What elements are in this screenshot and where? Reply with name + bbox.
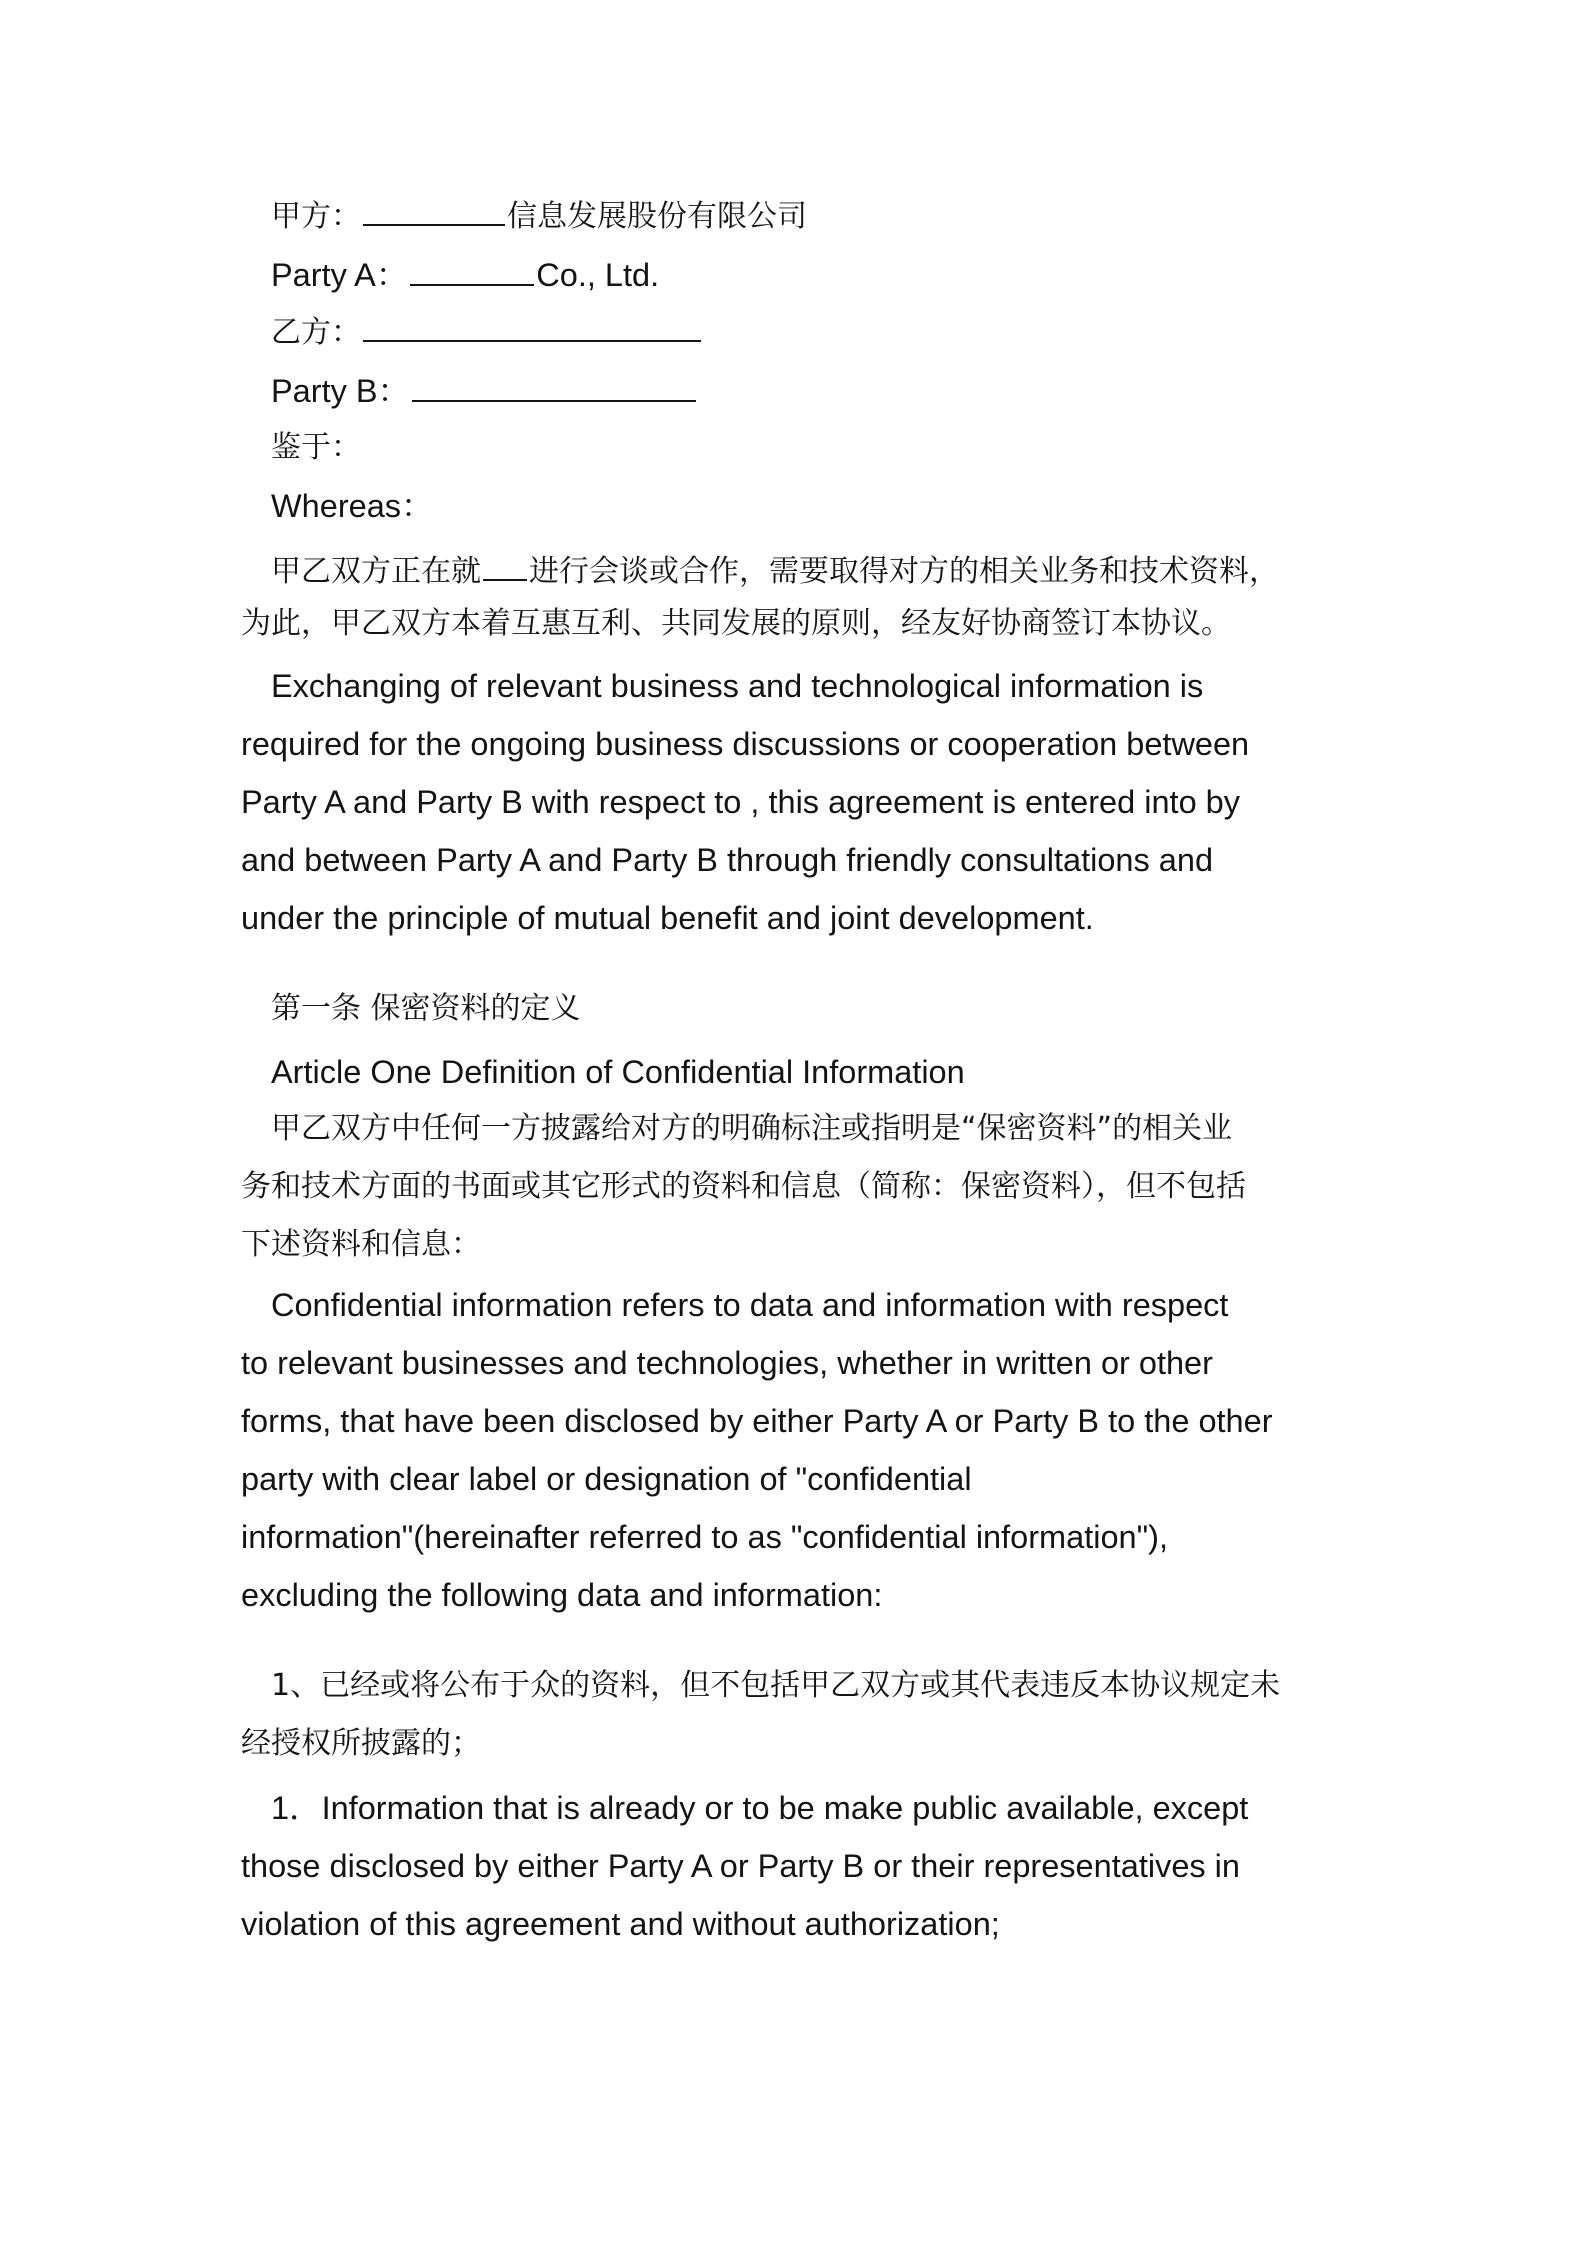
party-a-en-blank bbox=[410, 258, 534, 286]
article-one-body-en-line-2: to relevant businesses and technologies, whether in written or other bbox=[241, 1345, 1213, 1381]
preamble-en-line-2: required for the ongoing business discussions or cooperation between bbox=[241, 726, 1250, 762]
article-one-body-en-line-3: forms, that have been disclosed by either Party A or Party B to the other bbox=[241, 1403, 1273, 1439]
party-b-zh-line bbox=[271, 313, 703, 353]
article-one-body-en-line-6: excluding the following data and information: bbox=[241, 1577, 883, 1613]
party-b-zh-blank bbox=[363, 314, 701, 342]
item-1-zh-line-1: 1、已经或将公布于众的资料，但不包括甲乙双方或其代表违反本协议规定未 bbox=[271, 1668, 1281, 1703]
preamble-zh-line-1-after: 进行会谈或合作，需要取得对方的相关业务和技术资料， bbox=[529, 554, 1279, 589]
item-1-en-line-2: those disclosed by either Party A or Party B or their representatives in bbox=[241, 1848, 1240, 1884]
article-one-title-en: Article One Definition of Confidential Information bbox=[271, 1054, 965, 1090]
article-one-body-en-line-1: Confidential information refers to data and information with respect bbox=[271, 1287, 1229, 1323]
party-b-en-blank bbox=[412, 374, 696, 402]
preamble-en-line-3: Party A and Party B with respect to , this agreement is entered into by bbox=[241, 784, 1240, 820]
party-b-en-line bbox=[271, 371, 698, 411]
article-one-title-zh: 第一条 保密资料的定义 bbox=[271, 991, 581, 1026]
article-one-body-zh-line-2: 务和技术方面的书面或其它形式的资料和信息（简称：保密资料），但不包括 bbox=[241, 1169, 1246, 1204]
article-one-body-zh-line-1: 甲乙双方中任何一方披露给对方的明确标注或指明是“保密资料”的相关业 bbox=[271, 1111, 1233, 1146]
party-a-zh-blank bbox=[363, 198, 505, 226]
item-1-en-line-3: violation of this agreement and without authorization; bbox=[241, 1906, 1000, 1942]
preamble-zh-line-1-before: 甲乙双方正在就 bbox=[271, 554, 481, 589]
item-1-en-line-1: 1．Information that is already or to be make public available, except bbox=[271, 1790, 1249, 1826]
preamble-en-line-1: Exchanging of relevant business and technological information is bbox=[271, 668, 1204, 704]
preamble-zh-line-1 bbox=[271, 552, 1279, 592]
preamble-zh-line-2: 为此，甲乙双方本着互惠互利、共同发展的原则，经友好协商签订本协议。 bbox=[241, 606, 1231, 641]
item-1-zh-line-2: 经授权所披露的； bbox=[241, 1726, 481, 1761]
party-b-zh-label: 乙方： bbox=[271, 315, 361, 350]
preamble-en-line-5: under the principle of mutual benefit and joint development. bbox=[241, 900, 1094, 936]
party-a-zh-label: 甲方： bbox=[271, 199, 361, 234]
party-a-zh-value: 信息发展股份有限公司 bbox=[507, 199, 807, 234]
preamble-topic-blank bbox=[483, 553, 527, 581]
article-one-body-en-line-5: information"(hereinafter referred to as "confidential information"), bbox=[241, 1519, 1168, 1555]
party-a-zh-line bbox=[271, 197, 807, 237]
party-a-en-label: Party A： bbox=[271, 257, 409, 293]
party-a-en-value: Co., Ltd. bbox=[536, 257, 660, 293]
whereas-en: Whereas： bbox=[271, 488, 434, 524]
preamble-en-line-4: and between Party A and Party B through friendly consultations and bbox=[241, 842, 1214, 878]
article-one-body-zh-line-3: 下述资料和信息： bbox=[241, 1227, 481, 1262]
whereas-zh: 鉴于： bbox=[271, 430, 361, 465]
party-a-en-line bbox=[271, 255, 659, 295]
article-one-body-en-line-4: party with clear label or designation of "confidential bbox=[241, 1461, 972, 1497]
party-b-en-label: Party B： bbox=[271, 373, 411, 409]
